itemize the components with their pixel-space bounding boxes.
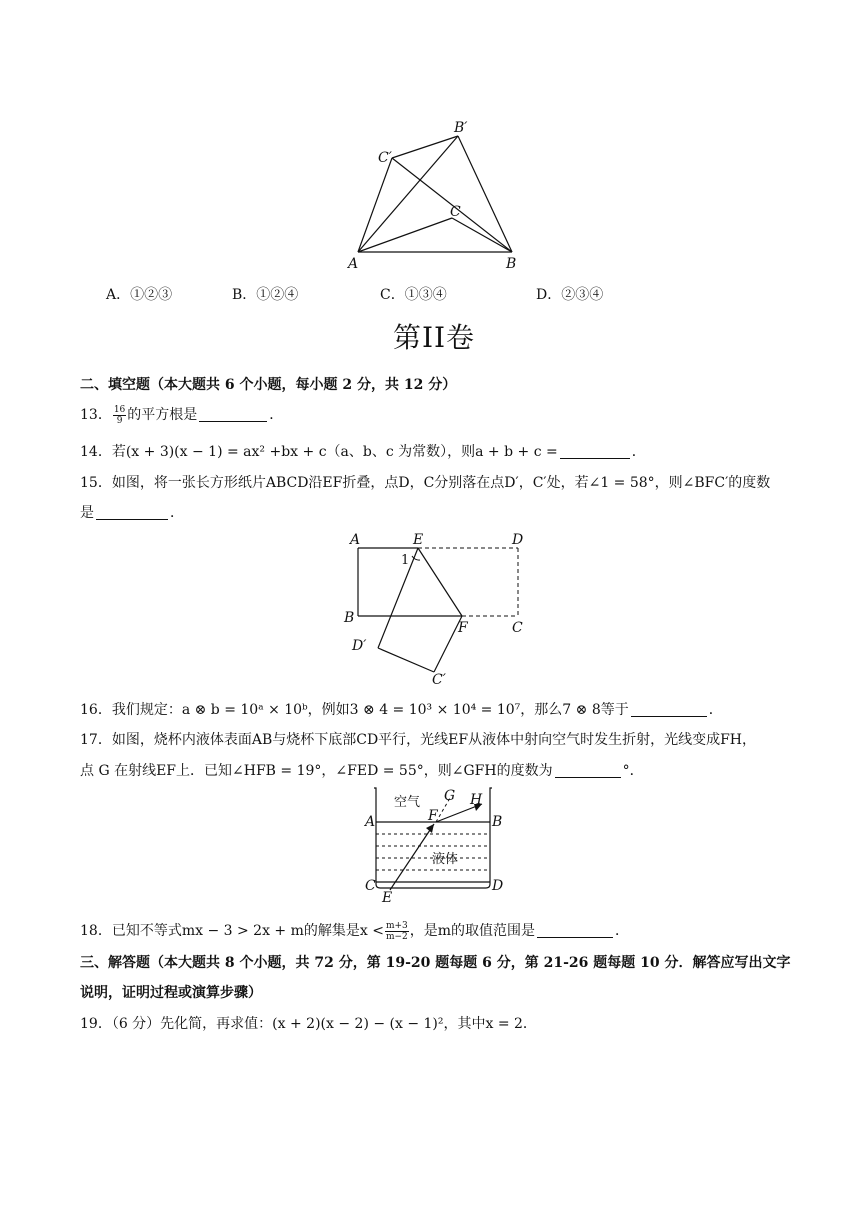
label-h: H xyxy=(470,792,483,808)
label-b-prime: B′ xyxy=(454,120,468,136)
question-15-line2 xyxy=(80,502,184,522)
fraction: $\frac{16}{9}$ xyxy=(113,404,126,426)
question-text: 如图，烧杯内液体表面AB与烧杯下底部CD平行，光线EF从液体中射向空气时发生折射，光线变成FH， xyxy=(111,732,757,748)
label-c: C xyxy=(450,204,461,220)
question-number: 13． xyxy=(80,407,112,423)
label-d: D xyxy=(492,878,504,894)
label-a: A xyxy=(365,814,376,830)
option-letter: B． xyxy=(232,287,257,303)
question-text: 如图，将一张长方形纸片ABCD沿EF折叠，点D，C分别落在点D′，C′处，若∠1 = 58°，则∠BFC′的度数 xyxy=(111,475,771,491)
label-c: C xyxy=(365,878,376,894)
question-text: 是 xyxy=(80,505,94,521)
period: ． xyxy=(631,444,646,460)
question-number: 19． xyxy=(80,1016,112,1032)
answer-blank[interactable] xyxy=(560,444,630,459)
option-text: ②③④ xyxy=(561,287,604,303)
solve-section-header-line1: 三、解答题（本大题共 8 个小题，共 72 分，第 19-20 题每题 6 分，第 21-26 题每题 10 分．解答应写出文字 xyxy=(80,955,791,971)
question-17-line2 xyxy=(80,760,644,780)
label-c-prime: C′ xyxy=(432,672,446,688)
option-c[interactable] xyxy=(380,284,447,304)
answer-blank[interactable] xyxy=(631,702,707,717)
figure-q12 xyxy=(340,112,540,272)
label-air: 空气 xyxy=(394,795,421,810)
label-angle-1: 1 xyxy=(401,553,410,568)
label-e: E xyxy=(382,890,393,904)
figure-q17 xyxy=(362,784,512,904)
label-e: E xyxy=(413,532,424,548)
label-g: G xyxy=(444,788,456,804)
option-letter: D． xyxy=(536,287,562,303)
period: °． xyxy=(622,763,644,779)
option-text: ①②③ xyxy=(130,287,173,303)
question-13 xyxy=(80,404,283,426)
period: ． xyxy=(615,923,630,939)
question-17-line1 xyxy=(80,729,756,749)
label-f: F xyxy=(428,808,438,824)
label-b: B xyxy=(506,256,517,272)
answer-blank[interactable] xyxy=(537,923,613,938)
answer-blank[interactable] xyxy=(96,505,168,520)
question-18 xyxy=(80,920,629,942)
label-c-prime: C′ xyxy=(378,150,392,166)
option-a[interactable] xyxy=(106,284,172,304)
option-text: ①②④ xyxy=(256,287,299,303)
period: ． xyxy=(269,407,284,423)
question-15-line1 xyxy=(80,472,770,492)
question-number: 14． xyxy=(80,444,112,460)
option-text: ①③④ xyxy=(404,287,447,303)
label-f: F xyxy=(458,620,468,636)
question-number: 18． xyxy=(80,923,112,939)
question-text: （6 分）先化简，再求值：(x + 2)(x − 2) − (x − 1)²，其中x = 2． xyxy=(111,1016,537,1032)
question-19 xyxy=(80,1013,537,1033)
option-letter: A． xyxy=(106,287,131,303)
question-text: 点 G 在射线EF上．已知∠HFB = 19°，∠FED = 55°，则∠GFH的度数为 xyxy=(80,763,553,779)
question-number: 16． xyxy=(80,702,112,718)
question-text: ，是m的取值范围是 xyxy=(409,923,536,939)
label-d-prime: D′ xyxy=(352,638,367,654)
period: ． xyxy=(170,505,184,521)
option-d[interactable] xyxy=(536,284,603,304)
label-b: B xyxy=(492,814,503,830)
figure-q15 xyxy=(340,528,540,688)
label-liquid: 液体 xyxy=(432,852,459,867)
option-letter: C． xyxy=(380,287,405,303)
label-d: D xyxy=(512,532,524,548)
fraction: $\frac{m+3}{m-2}$ xyxy=(385,920,408,942)
question-number: 17． xyxy=(80,732,112,748)
question-text: 的平方根是 xyxy=(127,407,198,423)
question-text: 我们规定：a ⊗ b = 10ᵃ × 10ᵇ，例如3 ⊗ 4 = 10³ × 10⁴ = 10⁷，那么7 ⊗ 8等于 xyxy=(111,702,629,718)
solve-section-header-line2: 说明，证明过程或演算步骤） xyxy=(80,985,262,1001)
section-title: 第II卷 xyxy=(392,321,476,354)
question-16 xyxy=(80,699,723,719)
fill-section-header: 二、填空题（本大题共 6 个小题，每小题 2 分，共 12 分） xyxy=(80,377,457,393)
question-text: 若(x + 3)(x − 1) = ax² +bx + c（a、b、c 为常数），则a + b + c = xyxy=(111,444,558,460)
question-number: 15． xyxy=(80,475,112,491)
label-a: A xyxy=(350,532,361,548)
label-a: A xyxy=(348,256,359,272)
question-text: 已知不等式mx − 3 > 2x + m的解集是x < xyxy=(111,923,384,939)
label-c: C xyxy=(512,620,523,636)
label-b: B xyxy=(344,610,355,626)
question-14 xyxy=(80,441,646,461)
period: ． xyxy=(708,702,723,718)
option-b[interactable] xyxy=(232,284,298,304)
answer-blank[interactable] xyxy=(555,763,621,778)
answer-blank[interactable] xyxy=(199,407,267,422)
